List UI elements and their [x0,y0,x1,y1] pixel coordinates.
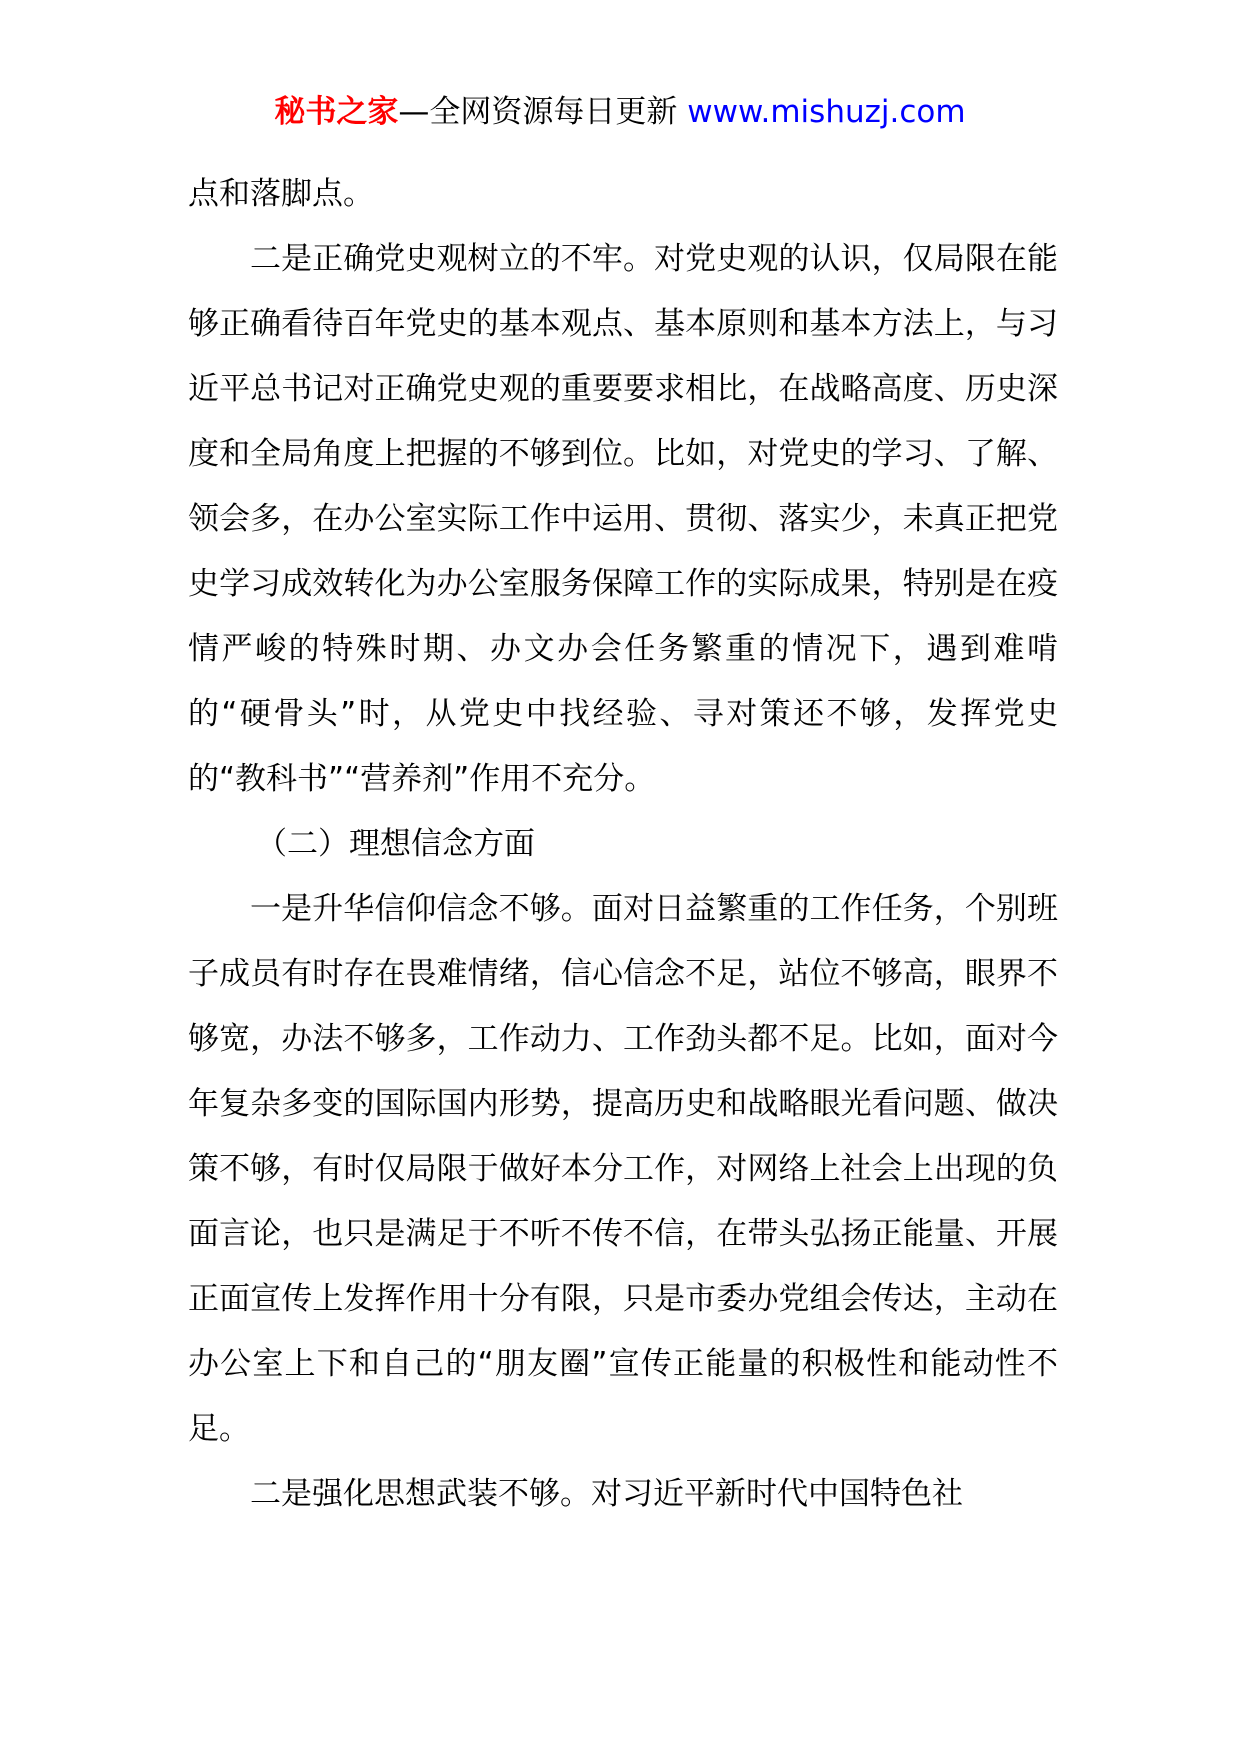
paragraph-continuation: 点和落脚点。 [188,176,374,212]
paragraph-party-history-view: 二是正确党史观树立的不牢。对党史观的认识，仅局限在能够正确看待百年党史的基本观点、基本原则和基本方法上，与习近平总书记对正确党史观的重要要求相比，在战略高度、历史深度和全局角度上把握的不够到位。比如，对党史的学习、了解、领会多，在办公室实际工作中运用、贯彻、落实少，未真正把党史学习成效转化为办公室服务保障工作的实际成果，特别是在疫情严峻的特殊时期、办文办会任务繁重的情况下，遇到难啃的“硬骨头”时，从党史中找经验、寻对策还不够，发挥党史的“教科书”“营养剂”作用不充分。 [188,241,1058,797]
site-name: 秘书之家 [274,94,399,130]
site-url: www.mishuzj.com [687,94,966,130]
paragraph-ideological-arming: 二是强化思想武装不够。对习近平新时代中国特色社 [250,1476,963,1512]
paragraph-faith-belief: 一是升华信仰信念不够。面对日益繁重的工作任务，个别班子成员有时存在畏难情绪，信心信念不足，站位不够高，眼界不够宽，办法不够多，工作动力、工作劲头都不足。比如，面对今年复杂多变的国际国内形势，提高历史和战略眼光看问题、做决策不够，有时仅局限于做好本分工作，对网络上社会上出现的负面言论，也只是满足于不听不传不信，在带头弘扬正能量、开展正面宣传上发挥作用十分有限，只是市委办党组会传达，主动在办公室上下和自己的“朋友圈”宣传正能量的积极性和能动性不足。 [188,891,1058,1447]
watermark-header [0,92,1240,132]
site-tagline: —全网资源每日更新 [398,94,688,130]
document-body [188,162,1058,1527]
section-heading: （二）理想信念方面 [256,826,535,862]
